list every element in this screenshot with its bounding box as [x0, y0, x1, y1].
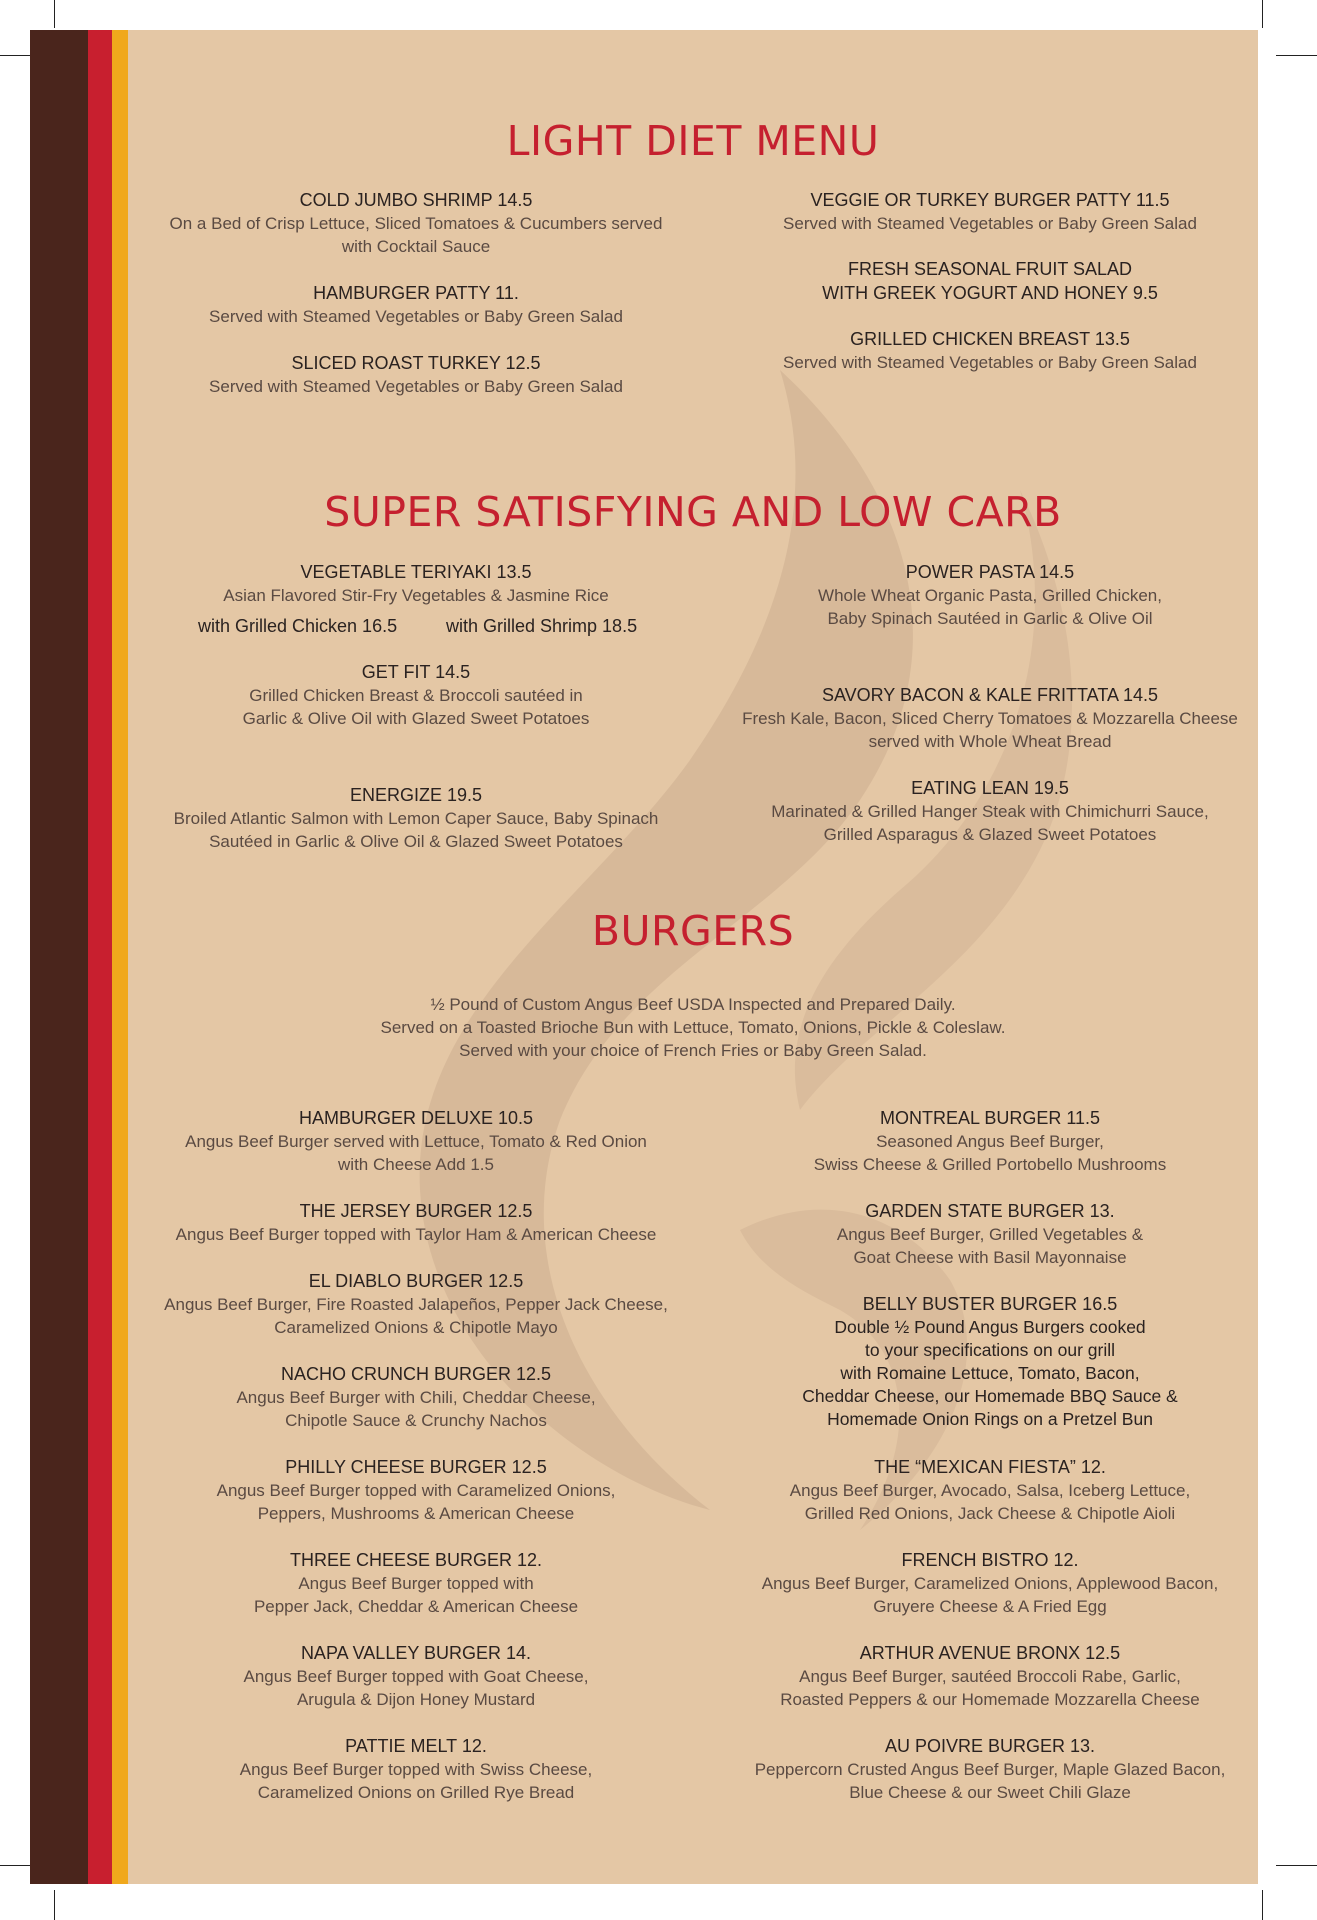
crop-mark: [1276, 1865, 1317, 1866]
addon-grilled-shrimp: with Grilled Shrimp 18.5: [446, 616, 638, 636]
menu-item: [128, 560, 704, 607]
crop-mark: [54, 0, 55, 28]
item-desc: Chipotle Sauce & Crunchy Nachos: [285, 1411, 547, 1430]
item-desc: Angus Beef Burger topped with: [298, 1574, 534, 1593]
section-title-burgers: BURGERS: [591, 907, 795, 955]
item-name: THE “MEXICAN FIESTA” 12.: [874, 1457, 1106, 1477]
menu-item: [708, 188, 1258, 235]
menu-item: [128, 1362, 704, 1432]
crop-mark: [54, 1890, 55, 1920]
item-desc: Baby Spinach Sautéed in Garlic & Olive Oil: [827, 609, 1153, 628]
menu-item: [708, 1734, 1258, 1804]
item-desc: Swiss Cheese & Grilled Portobello Mushrooms: [813, 1155, 1167, 1174]
item-desc: Arugula & Dijon Honey Mustard: [296, 1690, 536, 1709]
item-desc: Sautéed in Garlic & Olive Oil & Glazed Sweet Potatoes: [209, 832, 623, 851]
item-desc: Angus Beef Burger, Caramelized Onions, Applewood Bacon,: [761, 1574, 1219, 1593]
item-name: WITH GREEK YOGURT AND HONEY 9.5: [822, 283, 1158, 303]
menu-item: [708, 1455, 1258, 1525]
menu-item: [128, 1269, 704, 1339]
intro-line: ½ Pound of Custom Angus Beef USDA Inspected and Prepared Daily.: [430, 995, 956, 1014]
item-desc: Gruyere Cheese & A Fried Egg: [873, 1597, 1107, 1616]
item-desc: On a Bed of Crisp Lettuce, Sliced Tomatoes & Cucumbers served: [169, 214, 663, 233]
item-name: GARDEN STATE BURGER 13.: [865, 1201, 1115, 1221]
item-desc: Seasoned Angus Beef Burger,: [876, 1132, 1104, 1151]
item-name: VEGGIE OR TURKEY BURGER PATTY 11.5: [810, 190, 1170, 210]
crop-mark: [1276, 55, 1317, 56]
item-name: NAPA VALLEY BURGER 14.: [300, 1643, 532, 1663]
item-desc: Angus Beef Burger served with Lettuce, Tomato & Red Onion: [185, 1132, 647, 1151]
item-desc: Blue Cheese & our Sweet Chili Glaze: [849, 1783, 1131, 1802]
menu-item: [128, 188, 704, 258]
item-desc: Caramelized Onions on Grilled Rye Bread: [257, 1783, 575, 1802]
item-desc: Peppers, Mushrooms & American Cheese: [257, 1504, 575, 1523]
item-name: GRILLED CHICKEN BREAST 13.5: [850, 329, 1130, 349]
menu-item: [708, 1292, 1258, 1431]
item-desc: Angus Beef Burger topped with Caramelized Onions,: [216, 1481, 616, 1500]
item-name: NACHO CRUNCH BURGER 12.5: [280, 1364, 552, 1384]
addon-grilled-chicken: with Grilled Chicken 16.5: [198, 616, 398, 636]
menu-item: [708, 776, 1258, 846]
item-desc: Whole Wheat Organic Pasta, Grilled Chicken,: [818, 586, 1162, 605]
item-desc: Double ½ Pound Angus Burgers cooked: [834, 1317, 1146, 1337]
menu-item: [128, 281, 704, 328]
menu-item: [128, 351, 704, 398]
menu-item: [708, 327, 1258, 374]
menu-item: [128, 660, 704, 730]
stripe-brown: [30, 30, 88, 1884]
menu-page: [30, 30, 1258, 1884]
item-desc: Served with Steamed Vegetables or Baby Green Salad: [209, 377, 623, 396]
item-desc: Caramelized Onions & Chipotle Mayo: [274, 1318, 558, 1337]
crop-mark: [0, 55, 32, 56]
menu-item: [128, 1199, 704, 1246]
item-name: FRESH SEASONAL FRUIT SALAD: [847, 259, 1133, 279]
item-desc: Garlic & Olive Oil with Glazed Sweet Potatoes: [242, 709, 590, 728]
item-name: PATTIE MELT 12.: [345, 1736, 487, 1756]
item-name: ENERGIZE 19.5: [349, 785, 483, 805]
item-name: BELLY BUSTER BURGER 16.5: [862, 1294, 1118, 1314]
item-desc: with Cocktail Sauce: [341, 237, 491, 256]
menu-item: [128, 1106, 704, 1176]
section-title-low-carb: SUPER SATISFYING AND LOW CARB: [324, 488, 1062, 536]
item-desc: Roasted Peppers & our Homemade Mozzarella Cheese: [780, 1690, 1200, 1709]
item-desc: served with Whole Wheat Bread: [868, 732, 1112, 751]
intro-line: Served on a Toasted Brioche Bun with Lettuce, Tomato, Onions, Pickle & Coleslaw.: [380, 1018, 1006, 1037]
item-name: HAMBURGER PATTY 11.: [313, 283, 519, 303]
menu-item: [128, 1548, 704, 1618]
section-title-light-diet: LIGHT DIET MENU: [506, 117, 880, 165]
item-desc: Served with Steamed Vegetables or Baby Green Salad: [783, 214, 1197, 233]
menu-item: [708, 1548, 1258, 1618]
menu-item: [128, 1455, 704, 1525]
item-name: THE JERSEY BURGER 12.5: [299, 1201, 533, 1221]
item-name: COLD JUMBO SHRIMP 14.5: [299, 190, 533, 210]
burgers-intro: [128, 993, 1258, 1062]
crop-mark: [1262, 1890, 1263, 1920]
item-name: EATING LEAN 19.5: [911, 778, 1069, 798]
item-desc: Angus Beef Burger topped with Swiss Cheese,: [239, 1760, 593, 1779]
item-desc: Marinated & Grilled Hanger Steak with Chimichurri Sauce,: [771, 802, 1209, 821]
item-desc: Angus Beef Burger, Fire Roasted Jalapeños, Pepper Jack Cheese,: [164, 1295, 668, 1314]
menu-item: [128, 1734, 704, 1804]
stripe-gold: [112, 30, 128, 1884]
item-desc: Angus Beef Burger topped with Taylor Ham & American Cheese: [175, 1225, 657, 1244]
item-desc: Served with Steamed Vegetables or Baby Green Salad: [209, 307, 623, 326]
item-desc: Angus Beef Burger topped with Goat Cheese,: [243, 1667, 589, 1686]
menu-item: [708, 1641, 1258, 1711]
item-desc: Angus Beef Burger, Grilled Vegetables &: [836, 1225, 1144, 1244]
menu-item: [708, 257, 1258, 305]
item-name: SLICED ROAST TURKEY 12.5: [291, 353, 541, 373]
item-desc: Angus Beef Burger with Chili, Cheddar Cheese,: [236, 1388, 596, 1407]
menu-item: [708, 1199, 1258, 1269]
item-name: VEGETABLE TERIYAKI 13.5: [300, 562, 532, 582]
item-desc: Grilled Red Onions, Jack Cheese & Chipotle Aioli: [804, 1504, 1176, 1523]
item-name: FRENCH BISTRO 12.: [901, 1550, 1079, 1570]
item-desc: with Romaine Lettuce, Tomato, Bacon,: [840, 1363, 1140, 1383]
item-name: HAMBURGER DELUXE 10.5: [298, 1108, 534, 1128]
intro-line: Served with your choice of French Fries or Baby Green Salad.: [459, 1041, 927, 1060]
menu-content: [128, 30, 1258, 1884]
item-desc: Served with Steamed Vegetables or Baby Green Salad: [783, 353, 1197, 372]
stripe-red: [88, 30, 112, 1884]
menu-item: [708, 683, 1258, 753]
item-desc: Peppercorn Crusted Angus Beef Burger, Maple Glazed Bacon,: [754, 1760, 1226, 1779]
menu-item: [708, 560, 1258, 630]
item-name: AU POIVRE BURGER 13.: [884, 1736, 1096, 1756]
item-name: EL DIABLO BURGER 12.5: [308, 1271, 524, 1291]
item-desc: Cheddar Cheese, our Homemade BBQ Sauce &: [802, 1386, 1178, 1406]
menu-item: [128, 1641, 704, 1711]
item-desc: Pepper Jack, Cheddar & American Cheese: [253, 1597, 579, 1616]
item-name: ARTHUR AVENUE BRONX 12.5: [859, 1643, 1121, 1663]
item-desc: Asian Flavored Stir-Fry Vegetables & Jasmine Rice: [223, 586, 609, 605]
item-name: POWER PASTA 14.5: [905, 562, 1075, 582]
item-desc: Grilled Chicken Breast & Broccoli sautéed in: [249, 686, 583, 705]
item-name: GET FIT 14.5: [361, 662, 471, 682]
item-desc: to your specifications on our grill: [865, 1340, 1115, 1360]
item-desc: Broiled Atlantic Salmon with Lemon Caper Sauce, Baby Spinach: [173, 809, 659, 828]
item-desc: Angus Beef Burger, sautéed Broccoli Rabe, Garlic,: [799, 1667, 1181, 1686]
menu-item: [128, 783, 704, 853]
item-desc: Goat Cheese with Basil Mayonnaise: [853, 1248, 1127, 1267]
item-name: SAVORY BACON & KALE FRITTATA 14.5: [821, 685, 1159, 705]
item-desc: Fresh Kale, Bacon, Sliced Cherry Tomatoes & Mozzarella Cheese: [742, 709, 1238, 728]
crop-mark: [1262, 0, 1263, 28]
item-desc: Homemade Onion Rings on a Pretzel Bun: [827, 1409, 1153, 1429]
item-name: PHILLY CHEESE BURGER 12.5: [285, 1457, 547, 1477]
item-desc: Angus Beef Burger, Avocado, Salsa, Iceberg Lettuce,: [789, 1481, 1191, 1500]
item-desc: with Cheese Add 1.5: [338, 1155, 494, 1174]
item-desc: Grilled Asparagus & Glazed Sweet Potatoes: [823, 825, 1157, 844]
menu-item: [708, 1106, 1258, 1176]
crop-mark: [0, 1865, 32, 1866]
item-name: THREE CHEESE BURGER 12.: [289, 1550, 543, 1570]
item-name: MONTREAL BURGER 11.5: [879, 1108, 1101, 1128]
